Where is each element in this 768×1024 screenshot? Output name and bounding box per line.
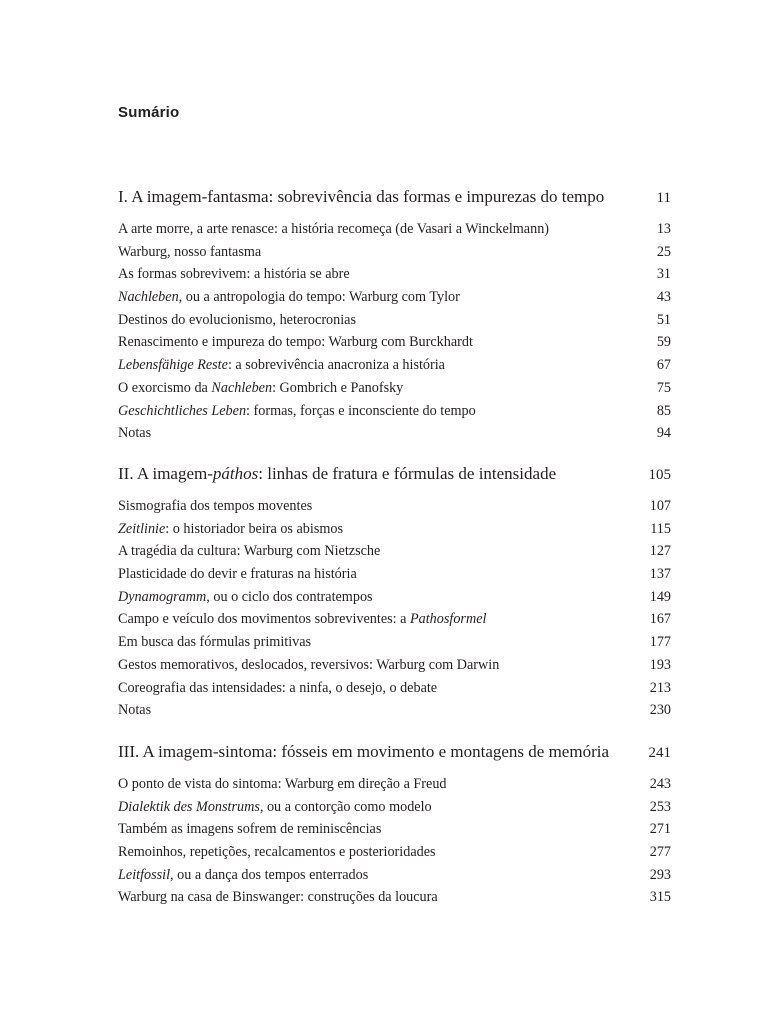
toc-entry (118, 289, 671, 312)
entry-page-number: 115 (650, 520, 671, 537)
toc-entry (118, 566, 671, 589)
entry-page-number: 75 (656, 379, 671, 396)
entry-page-number: 107 (649, 498, 671, 514)
toc-entry (118, 380, 671, 403)
entry-title: Nachleben, ou a antropologia do tempo: Warburg com Tylor (118, 289, 460, 306)
entry-page-number: 253 (649, 798, 671, 815)
entry-page-number: 25 (656, 243, 671, 260)
toc-entry (118, 680, 671, 703)
entry-title: O ponto de vista do sintoma: Warburg em direção a Freud (118, 776, 447, 792)
entry-title: Remoinhos, repetições, recalcamentos e posterioridades (118, 844, 436, 861)
toc-entry (118, 889, 671, 912)
entry-title: Lebensfähige Reste: a sobrevivência anacroniza a história (118, 357, 445, 374)
entry-page-number: 85 (656, 402, 671, 419)
chapter-page-number: 105 (648, 467, 671, 483)
entry-title: Geschichtliches Leben: formas, forças e inconsciente do tempo (118, 402, 476, 419)
entry-title: Dynamogramm, ou o ciclo dos contratempos (118, 588, 373, 605)
entry-page-number: 67 (656, 357, 671, 374)
entry-page-number: 59 (656, 334, 671, 351)
entry-title: Warburg na casa de Binswanger: construções da loucura (118, 889, 438, 906)
entry-title: Notas (118, 425, 152, 442)
toc-entry (118, 244, 671, 267)
toc-entry (118, 702, 671, 725)
entry-page-number: 51 (656, 311, 671, 328)
entry-list (118, 776, 671, 912)
chapter-title: III. A imagem-sintoma: fósseis em movimento e montagens de memória (118, 742, 610, 761)
toc-entry (118, 799, 671, 822)
entry-page-number: 43 (656, 289, 671, 306)
entry-title: Campo e veículo dos movimentos sobreviventes: a Pathosformel (118, 611, 487, 628)
entry-title: A tragédia da cultura: Warburg com Nietzsche (118, 543, 381, 560)
entry-title: As formas sobrevivem: a história se abre (118, 266, 350, 283)
toc-entry (118, 844, 671, 867)
toc-entry (118, 657, 671, 680)
entry-title: Warburg, nosso fantasma (118, 243, 262, 260)
entry-page-number: 127 (649, 543, 671, 560)
entry-page-number: 230 (649, 702, 671, 719)
entry-page-number: 177 (649, 634, 671, 651)
toc-entry (118, 334, 671, 357)
toc-entry (118, 312, 671, 335)
toc-entry (118, 611, 671, 634)
entry-page-number: 149 (649, 588, 671, 605)
chapter-page-number: 241 (648, 745, 671, 761)
entry-title: A arte morre, a arte renasce: a história recomeça (de Vasari a Winckelmann) (118, 221, 550, 237)
toc-entry (118, 425, 671, 448)
entry-page-number: 137 (649, 566, 671, 583)
entry-page-number: 213 (649, 679, 671, 696)
chapter-title: I. A imagem-fantasma: sobrevivência das formas e impurezas do tempo (118, 187, 605, 206)
chapter-heading-row (118, 742, 671, 776)
entry-title: Coreografia das intensidades: a ninfa, o desejo, o debate (118, 679, 438, 696)
toc-entry (118, 634, 671, 657)
chapter-title: II. A imagem-páthos: linhas de fratura e fórmulas de intensidade (118, 464, 557, 483)
entry-title: Leitfossil, ou a dança dos tempos enterrados (118, 866, 369, 883)
entry-page-number: 31 (656, 266, 671, 283)
entry-title: Também as imagens sofrem de reminiscências (118, 821, 382, 838)
toc-entry (118, 776, 671, 799)
chapter-page-number: 11 (656, 190, 671, 206)
toc-entry (118, 357, 671, 380)
entry-page-number: 167 (649, 611, 671, 628)
toc-entry (118, 498, 671, 521)
entry-title: Notas (118, 702, 152, 719)
toc-entry (118, 543, 671, 566)
entry-title: Em busca das fórmulas primitivas (118, 634, 312, 651)
entry-list (118, 221, 671, 448)
page-title: Sumário (118, 104, 180, 121)
entry-page-number: 277 (649, 844, 671, 861)
entry-page-number: 243 (649, 776, 671, 792)
entry-title: Plasticidade do devir e fraturas na história (118, 566, 357, 583)
entry-title: Renascimento e impureza do tempo: Warburg com Burckhardt (118, 334, 473, 351)
chapter-heading-row (118, 187, 671, 221)
entry-title: Destinos do evolucionismo, heterocronias (118, 311, 356, 328)
chapter-3 (118, 742, 671, 912)
entry-page-number: 293 (649, 866, 671, 883)
entry-page-number: 94 (656, 425, 671, 442)
toc-entry (118, 403, 671, 426)
entry-page-number: 193 (649, 656, 671, 673)
toc-entry (118, 266, 671, 289)
entry-title: Gestos memorativos, deslocados, reversivos: Warburg com Darwin (118, 656, 500, 673)
chapter-1 (118, 187, 671, 448)
toc-entry (118, 521, 671, 544)
toc-entry (118, 221, 671, 244)
chapter-2 (118, 464, 671, 725)
toc-entry (118, 589, 671, 612)
entry-title: Sismografia dos tempos moventes (118, 498, 313, 514)
entry-title: Dialektik des Monstrums, ou a contorção como modelo (118, 798, 432, 815)
toc-entry (118, 821, 671, 844)
chapter-heading-row (118, 464, 671, 498)
entry-list (118, 498, 671, 725)
entry-page-number: 271 (649, 821, 671, 838)
entry-title: O exorcismo da Nachleben: Gombrich e Panofsky (118, 379, 404, 396)
entry-page-number: 315 (649, 889, 671, 906)
entry-title: Zeitlinie: o historiador beira os abismos (118, 520, 344, 537)
toc-entry (118, 867, 671, 890)
entry-page-number: 13 (656, 221, 671, 237)
